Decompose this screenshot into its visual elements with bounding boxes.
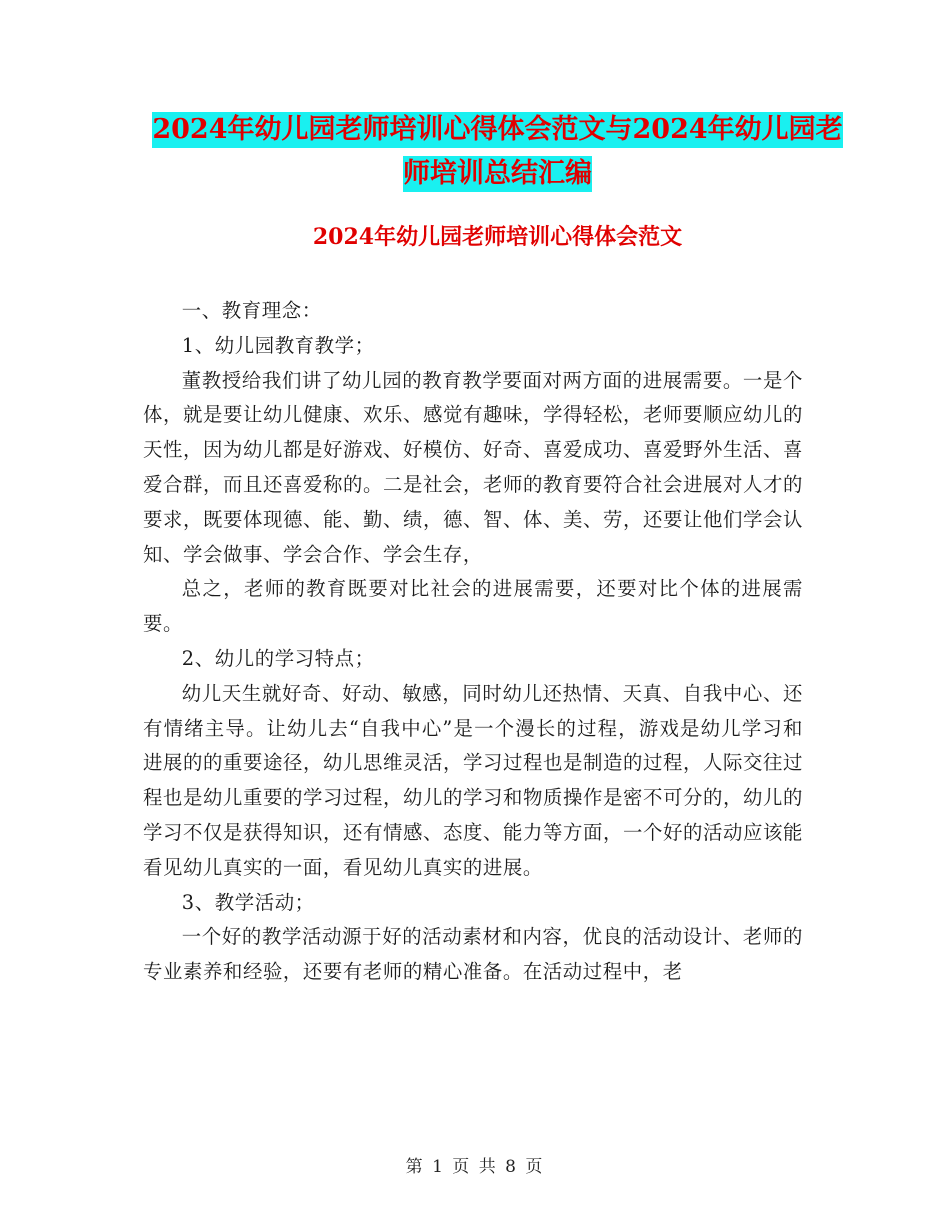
main-title — [140, 108, 855, 196]
subsection-heading: 1、幼儿园教育教学； — [181, 333, 375, 357]
subsection-heading: 3、教学活动； — [181, 890, 315, 914]
section-title: 2024年幼儿园老师培训心得体会范文 — [312, 224, 683, 250]
page-footer: 第 1 页 共 8 页 — [405, 1157, 545, 1177]
body-paragraph: 董教授给我们讲了幼儿园的教育教学要面对两方面的进展需要。一是个体，就是要让幼儿健康、欢乐、感觉有趣味，学得轻松，老师要顺应幼儿的天性，因为幼儿都是好游戏、好模仿、好奇、喜爱成功、喜爱野外生活、喜爱合群，而且还喜爱称的。二是社会，老师的教育要符合社会进展对人才的要求，既要体现德、能、勤、绩，德、智、体、美、劳，还要让他们学会认知、学会做事、学会合作、学会生存， — [143, 368, 803, 566]
body-paragraph: 总之，老师的教育既要对比社会的进展需要，还要对比个体的进展需要。 — [143, 577, 803, 636]
subsection-heading: 2、幼儿的学习特点； — [181, 646, 375, 670]
document-body — [143, 294, 803, 990]
section-heading: 一、教育理念： — [181, 299, 322, 322]
main-title-text: 2024年幼儿园老师培训心得体会范文与2024年幼儿园老师培训总结汇编 — [152, 112, 842, 192]
body-paragraph: 幼儿天生就好奇、好动、敏感，同时幼儿还热情、天真、自我中心、还有情绪主导。让幼儿去“自我中心”是一个漫长的过程，游戏是幼儿学习和进展的的重要途径，幼儿思维灵活，学习过程也是制造的过程，人际交往过程也是幼儿重要的学习过程，幼儿的学习和物质操作是密不可分的，幼儿的学习不仅是获得知识，还有情感、态度、能力等方面，一个好的活动应该能看见幼儿真实的一面，看见幼儿真实的进展。 — [143, 681, 803, 879]
body-paragraph: 一个好的教学活动源于好的活动素材和内容，优良的活动设计、老师的专业素养和经验，还要有老师的精心准备。在活动过程中，老 — [143, 925, 803, 984]
